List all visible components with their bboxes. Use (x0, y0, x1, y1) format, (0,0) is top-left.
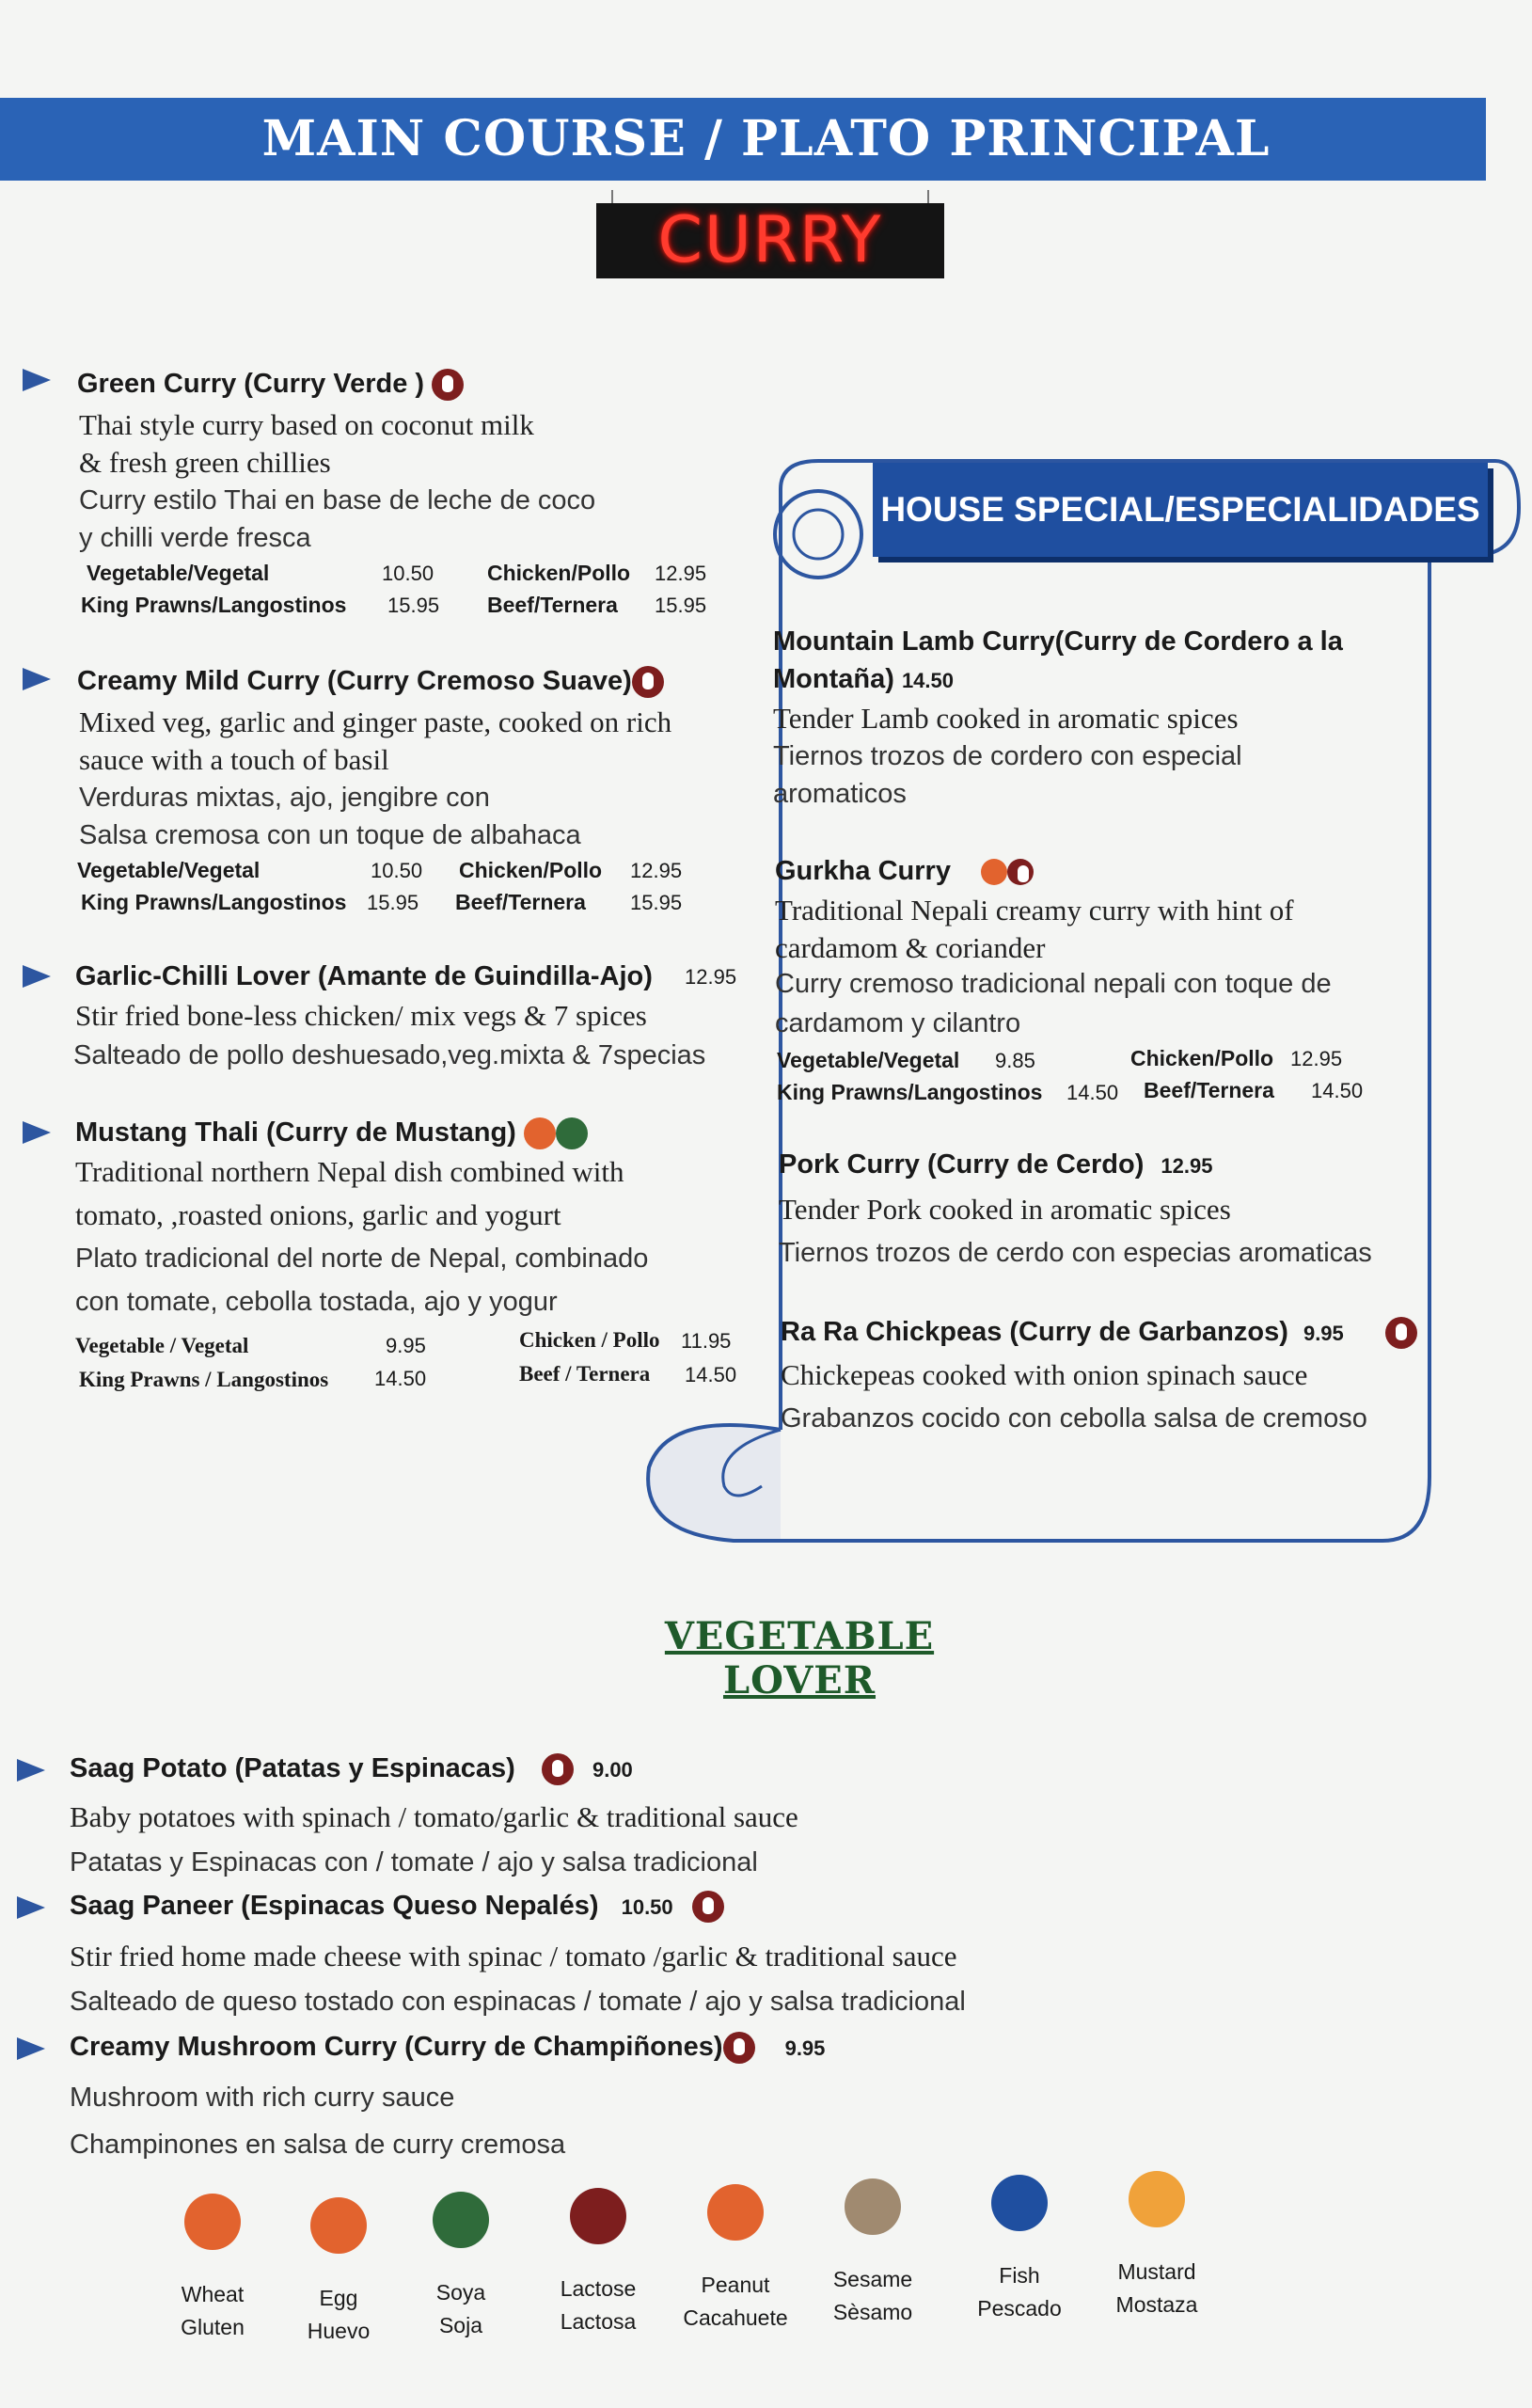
page-title: MAIN COURSE / PLATO PRINCIPAL (261, 110, 1271, 167)
legend-label-es: Soja (438, 2313, 483, 2337)
legend-wheat (147, 2194, 278, 2340)
arrow-icon (23, 1121, 51, 1144)
item-description-en: Tender Lamb cooked in aromatic spices (773, 702, 1239, 735)
legend-fish (954, 2175, 1085, 2321)
item-name: Green Curry (Curry Verde ) (77, 369, 464, 401)
legend-sesame (807, 2178, 939, 2325)
price-label: King Prawns/Langostinos (777, 1080, 1043, 1104)
price-value: 12.95 (1290, 1047, 1343, 1070)
item-description-en: cardamom & coriander (775, 931, 1046, 964)
legend-label: Lactose (560, 2276, 637, 2301)
house-special-title: HOUSE SPECIAL/ESPECIALIDADES (880, 490, 1480, 529)
legend-label-es: Huevo (307, 2319, 371, 2343)
price-value: 9.85 (995, 1049, 1035, 1072)
item-name: Gurkha Curry (775, 856, 1034, 887)
price-label: Chicken/Pollo (459, 858, 603, 882)
item-description-es: Tiernos trozos de cordero con especial (773, 741, 1242, 771)
item-description-es: aromaticos (773, 779, 907, 809)
item-description-en: Mushroom with rich curry sauce (70, 2083, 455, 2113)
item-description-en: Baby potatoes with spinach / tomato/garlic & traditional sauce (70, 1800, 798, 1833)
curry-neon-sign: CURRY (596, 203, 944, 278)
item-name: Mustang Thali (Curry de Mustang) (75, 1117, 588, 1149)
price-label: Vegetable/Vegetal (777, 1048, 960, 1072)
item-description-es: cardamom y cilantro (775, 1008, 1021, 1038)
item-price: 9.95 (784, 2036, 826, 2060)
price-value: 12.95 (630, 859, 683, 882)
price-label: Beef/Ternera (487, 593, 618, 617)
item-description-es: Grabanzos cocido con cebolla salsa de cremoso (781, 1403, 1367, 1434)
lactose-icon (432, 369, 464, 401)
price-label: Vegetable/Vegetal (77, 858, 261, 882)
wheat-icon (524, 1117, 556, 1149)
arrow-icon (23, 668, 51, 690)
price-label: Beef / Ternera (519, 1362, 651, 1386)
wheat-icon (184, 2194, 241, 2250)
item-description-en: Traditional Nepali creamy curry with hint of (775, 894, 1294, 927)
legend-peanut (670, 2184, 801, 2331)
price-label: Chicken/Pollo (1130, 1046, 1274, 1070)
price-label: Vegetable/Vegetal (87, 561, 270, 585)
lactose-icon (723, 2032, 755, 2064)
legend-lactose (532, 2188, 664, 2335)
legend-label: Soya (435, 2280, 486, 2305)
legend-label-es: Lactosa (560, 2309, 637, 2334)
item-price: 9.00 (592, 1758, 633, 1782)
price-value: 9.95 (386, 1334, 426, 1357)
sesame-icon (845, 2178, 901, 2235)
item-description-es: Tiernos trozos de cerdo con especias aromaticas (779, 1238, 1372, 1268)
item-description-en: Mixed veg, garlic and ginger paste, cooked on rich (79, 705, 672, 738)
price-label: Chicken / Pollo (519, 1328, 660, 1352)
item-description-en: Stir fried bone-less chicken/ mix vegs & 7 spices (75, 999, 647, 1032)
item-description-es: Patatas y Espinacas con / tomate / ajo y salsa tradicional (70, 1847, 758, 1877)
price-value: 14.50 (374, 1367, 427, 1390)
arrow-icon (17, 1896, 45, 1919)
price-label: King Prawns/Langostinos (81, 593, 347, 617)
peanut-icon (981, 859, 1007, 885)
price-label: Chicken/Pollo (487, 561, 631, 585)
lactose-icon (1007, 859, 1034, 885)
lactose-icon (542, 1753, 574, 1785)
item-description-es: Curry cremoso tradicional nepali con toque de (775, 969, 1332, 999)
item-price: 14.50 (901, 669, 954, 692)
item-name: Creamy Mild Curry (Curry Cremoso Suave) (77, 666, 664, 698)
item-description-es: Salteado de queso tostado con espinacas / tomate / ajo y salsa tradicional (70, 1987, 966, 2017)
legend-label-es: Sèsamo (832, 2300, 913, 2324)
legend-egg (273, 2197, 404, 2344)
item-price: 10.50 (621, 1895, 673, 1919)
price-value: 15.95 (367, 891, 419, 914)
arrow-icon (17, 2037, 45, 2060)
item-description-es: Salsa cremosa con un toque de albahaca (79, 820, 581, 850)
item-description-es: Salteado de pollo deshuesado,veg.mixta & 7specias (73, 1040, 706, 1070)
item-name: Saag Paneer (Espinacas Queso Nepalés) 10.50 (70, 1891, 724, 1923)
legend-label: Sesame (832, 2267, 913, 2291)
price-value: 15.95 (387, 594, 440, 617)
egg-icon (310, 2197, 367, 2254)
soya-icon (556, 1117, 588, 1149)
legend-mustard (1091, 2171, 1223, 2318)
item-name: Creamy Mushroom Curry (Curry de Champiñones) 9.95 (70, 2032, 825, 2064)
vegetable-lover-title: VEGETABLE LOVER (664, 1614, 935, 1703)
item-description-es: Plato tradicional del norte de Nepal, combinado (75, 1244, 649, 1274)
price-label: King Prawns/Langostinos (81, 890, 347, 914)
item-description-es: Verduras mixtas, ajo, jengibre con (79, 783, 490, 813)
price-value: 15.95 (655, 594, 707, 617)
legend-label-es: Cacahuete (683, 2305, 788, 2330)
item-name: Saag Potato (Patatas y Espinacas) 9.00 (70, 1753, 633, 1785)
lactose-icon (692, 1891, 724, 1923)
mustard-icon (1129, 2171, 1185, 2227)
arrow-icon (23, 965, 51, 988)
price-value: 11.95 (681, 1329, 732, 1353)
item-description-en: Tender Pork cooked in aromatic spices (779, 1193, 1231, 1226)
lactose-icon (570, 2188, 626, 2244)
item-name: Pork Curry (Curry de Cerdo) 12.95 (779, 1149, 1213, 1180)
item-name: Ra Ra Chickpeas (Curry de Garbanzos) 9.95 (781, 1317, 1417, 1349)
price-value: 14.50 (685, 1363, 737, 1386)
price-value: 14.50 (1311, 1079, 1364, 1102)
item-description-en: Traditional northern Nepal dish combined with (75, 1155, 624, 1188)
item-price: 12.95 (685, 965, 737, 989)
legend-label-es: Mostaza (1115, 2292, 1198, 2317)
price-label: King Prawns / Langostinos (79, 1368, 329, 1391)
peanut-icon (707, 2184, 764, 2241)
item-description-en: sauce with a touch of basil (79, 743, 389, 776)
sign-wire (611, 190, 613, 203)
item-description-es: y chilli verde fresca (79, 523, 311, 553)
item-description-en: Chickepeas cooked with onion spinach sauce (781, 1358, 1308, 1391)
item-description-es: Champinones en salsa de curry cremosa (70, 2130, 566, 2160)
legend-label: Wheat (181, 2282, 245, 2306)
item-description-es: Curry estilo Thai en base de leche de coco (79, 485, 596, 515)
price-label: Beef/Ternera (455, 890, 586, 914)
item-description-en: tomato, ,roasted onions, garlic and yogurt (75, 1198, 561, 1231)
price-label: Beef/Ternera (1144, 1078, 1274, 1102)
item-name: Mountain Lamb Curry(Curry de Cordero a la (773, 626, 1343, 657)
sign-wire (927, 190, 929, 203)
price-label: Vegetable / Vegetal (75, 1334, 249, 1357)
item-price: 12.95 (1161, 1154, 1213, 1178)
legend-label: Peanut (701, 2273, 770, 2297)
lactose-icon (1385, 1317, 1417, 1349)
legend-label: Fish (999, 2263, 1040, 2288)
soya-icon (433, 2192, 489, 2248)
fish-icon (991, 2175, 1048, 2231)
item-name: Montaña) 14.50 (773, 664, 954, 694)
legend-label-es: Gluten (181, 2315, 245, 2339)
price-value: 12.95 (655, 562, 707, 585)
price-value: 14.50 (1066, 1081, 1119, 1104)
price-value: 10.50 (382, 562, 434, 585)
item-description-en: Stir fried home made cheese with spinac / tomato /garlic & traditional sauce (70, 1940, 957, 1972)
price-value: 15.95 (630, 891, 683, 914)
item-description-es: con tomate, cebolla tostada, ajo y yogur (75, 1287, 558, 1317)
item-price: 9.95 (1303, 1322, 1344, 1345)
item-description-en: & fresh green chillies (79, 446, 331, 479)
legend-label: Mustard (1117, 2259, 1196, 2284)
price-value: 10.50 (371, 859, 423, 882)
legend-label: Egg (319, 2286, 358, 2310)
arrow-icon (17, 1759, 45, 1782)
legend-soya (395, 2192, 527, 2338)
item-description-en: Thai style curry based on coconut milk (79, 408, 534, 441)
item-name: Garlic-Chilli Lover (Amante de Guindilla-Ajo) (75, 961, 653, 991)
arrow-icon (23, 369, 51, 391)
legend-label-es: Pescado (977, 2296, 1062, 2321)
